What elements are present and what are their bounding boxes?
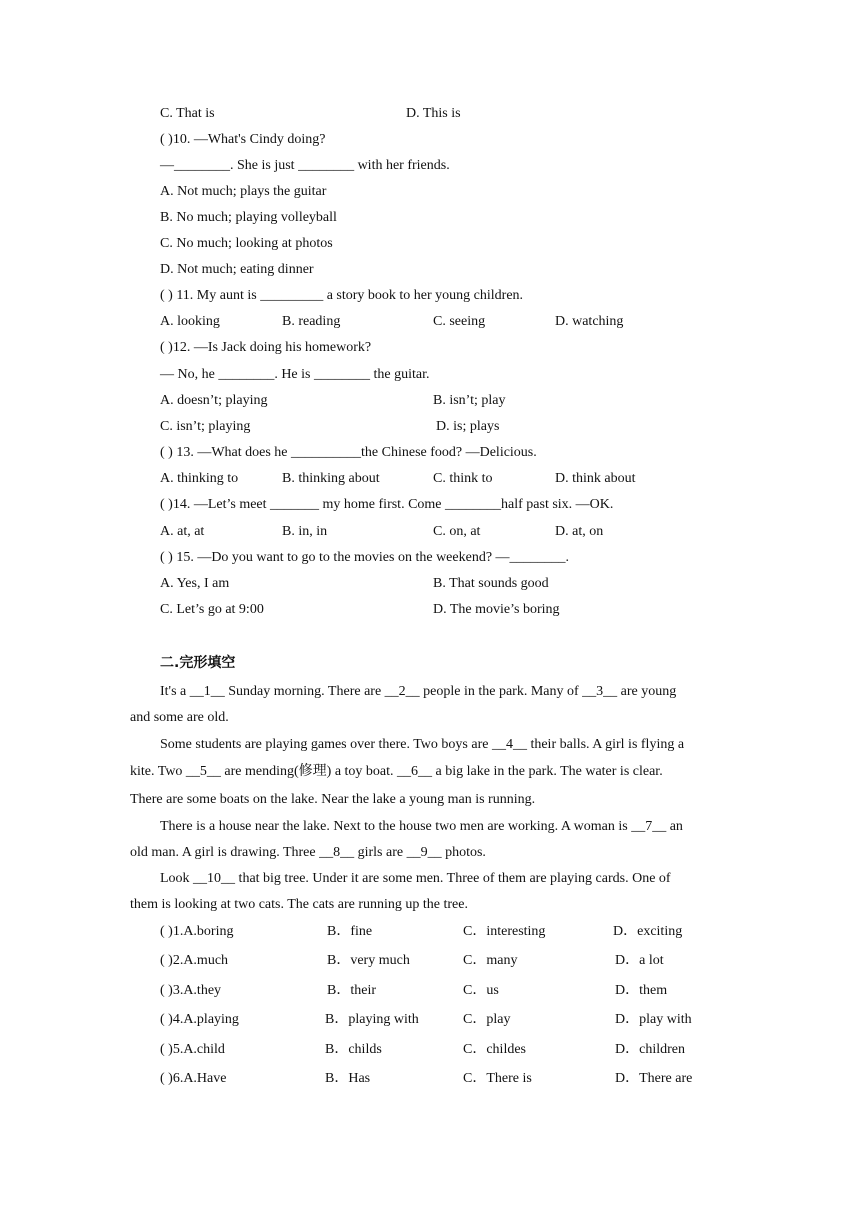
q12-option-a: A. doesn’t; playing [160, 393, 268, 408]
cloze-q3-option-b: B．their [327, 983, 376, 998]
cloze-q2-option-d: D．a lot [615, 953, 664, 968]
q15-option-d: D. The movie’s boring [433, 602, 560, 617]
q14-option-b: B. in, in [282, 524, 328, 539]
q15-stem: ( ) 15. —Do you want to go to the movies on the weekend? —________. [160, 550, 570, 565]
section-title-cloze: 二.完形填空 [160, 655, 236, 671]
cloze-q2-option-c: C．many [463, 953, 518, 968]
q11-stem: ( ) 11. My aunt is _________ a story book to her young children. [160, 288, 524, 303]
cloze-q5-option-b: B．childs [325, 1042, 382, 1057]
q12-option-d: D. is; plays [436, 419, 500, 434]
cloze-q2-option-a: ( )2.A.much [160, 953, 229, 968]
cloze-q5-option-d: D．children [615, 1042, 685, 1057]
cloze-q4-option-d: D．play with [615, 1012, 692, 1027]
q11-option-d: D. watching [555, 314, 624, 329]
q14-stem: ( )14. —Let’s meet _______ my home first. Come ________half past six. —OK. [160, 497, 614, 512]
cloze-q6-option-a: ( )6.A.Have [160, 1071, 227, 1086]
cloze-q4-option-b: B．playing with [325, 1012, 419, 1027]
q10-stem2: —________. She is just ________ with her friends. [160, 158, 450, 173]
cloze-q3-option-c: C．us [463, 983, 499, 998]
cloze-q3-option-a: ( )3.A.they [160, 983, 222, 998]
q12-stem: ( )12. —Is Jack doing his homework? [160, 340, 372, 355]
q12-option-c: C. isn’t; playing [160, 419, 251, 434]
cloze-q1-option-b: B．fine [327, 924, 373, 939]
q10-option-b: B. No much; playing volleyball [160, 210, 337, 225]
cloze-paragraph-3-line-2: old man. A girl is drawing. Three __8__ girls are __9__ photos. [130, 845, 486, 860]
q11-option-c: C. seeing [433, 314, 486, 329]
q12-stem2: — No, he ________. He is ________ the guitar. [160, 367, 430, 382]
q13-option-d: D. think about [555, 471, 636, 486]
q13-stem: ( ) 13. —What does he __________the Chinese food? —Delicious. [160, 445, 537, 460]
q14-option-a: A. at, at [160, 524, 205, 539]
cloze-q2-option-b: B．very much [327, 953, 410, 968]
q14-option-d: D. at, on [555, 524, 604, 539]
cloze-paragraph-2-line-1: Some students are playing games over there. Two boys are __4__ their balls. A girl is flying a [160, 737, 685, 752]
q10-option-a: A. Not much; plays the guitar [160, 184, 327, 199]
q15-option-b: B. That sounds good [433, 576, 549, 591]
cloze-q6-option-b: B．Has [325, 1071, 371, 1086]
q14-option-c: C. on, at [433, 524, 481, 539]
q10-stem: ( )10. —What's Cindy doing? [160, 132, 326, 147]
cloze-q4-option-c: C．play [463, 1012, 511, 1027]
cloze-q1-option-a: ( )1.A.boring [160, 924, 234, 939]
cloze-q1-option-c: C．interesting [463, 924, 546, 939]
cloze-paragraph-4-line-2: them is looking at two cats. The cats are running up the tree. [130, 897, 468, 912]
cloze-paragraph-1-line-1: It's a __1__ Sunday morning. There are __2__ people in the park. Many of __3__ are young [160, 684, 677, 699]
cloze-q5-option-a: ( )5.A.child [160, 1042, 225, 1057]
cloze-paragraph-2-line-2: kite. Two __5__ are mending(修理) a toy boat. __6__ a big lake in the park. The water is clear. [130, 764, 663, 779]
q13-option-a: A. thinking to [160, 471, 239, 486]
cloze-q3-option-d: D．them [615, 983, 668, 998]
q12-option-b: B. isn’t; play [433, 393, 506, 408]
q13-option-c: C. think to [433, 471, 493, 486]
q15-option-c: C. Let’s go at 9:00 [160, 602, 264, 617]
q10-option-d: D. Not much; eating dinner [160, 262, 314, 277]
q15-option-a: A. Yes, I am [160, 576, 230, 591]
cloze-paragraph-3-line-1: There is a house near the lake. Next to the house two men are working. A woman is __7__ an [160, 819, 683, 834]
q11-option-b: B. reading [282, 314, 341, 329]
q11-option-a: A. looking [160, 314, 220, 329]
cloze-q5-option-c: C．childes [463, 1042, 526, 1057]
cloze-q6-option-d: D．There are [615, 1071, 693, 1086]
q13-option-b: B. thinking about [282, 471, 380, 486]
cloze-q1-option-d: D．exciting [613, 924, 683, 939]
cloze-paragraph-4-line-1: Look __10__ that big tree. Under it are some men. Three of them are playing cards. One of [160, 871, 671, 886]
cloze-q6-option-c: C．There is [463, 1071, 532, 1086]
q10-option-c: C. No much; looking at photos [160, 236, 333, 251]
q9-option-d: D. This is [406, 106, 461, 121]
cloze-q4-option-a: ( )4.A.playing [160, 1012, 239, 1027]
cloze-paragraph-2-line-3: There are some boats on the lake. Near the lake a young man is running. [130, 792, 536, 807]
q9-option-c: C. That is [160, 106, 215, 121]
cloze-paragraph-1-line-2: and some are old. [130, 710, 229, 725]
